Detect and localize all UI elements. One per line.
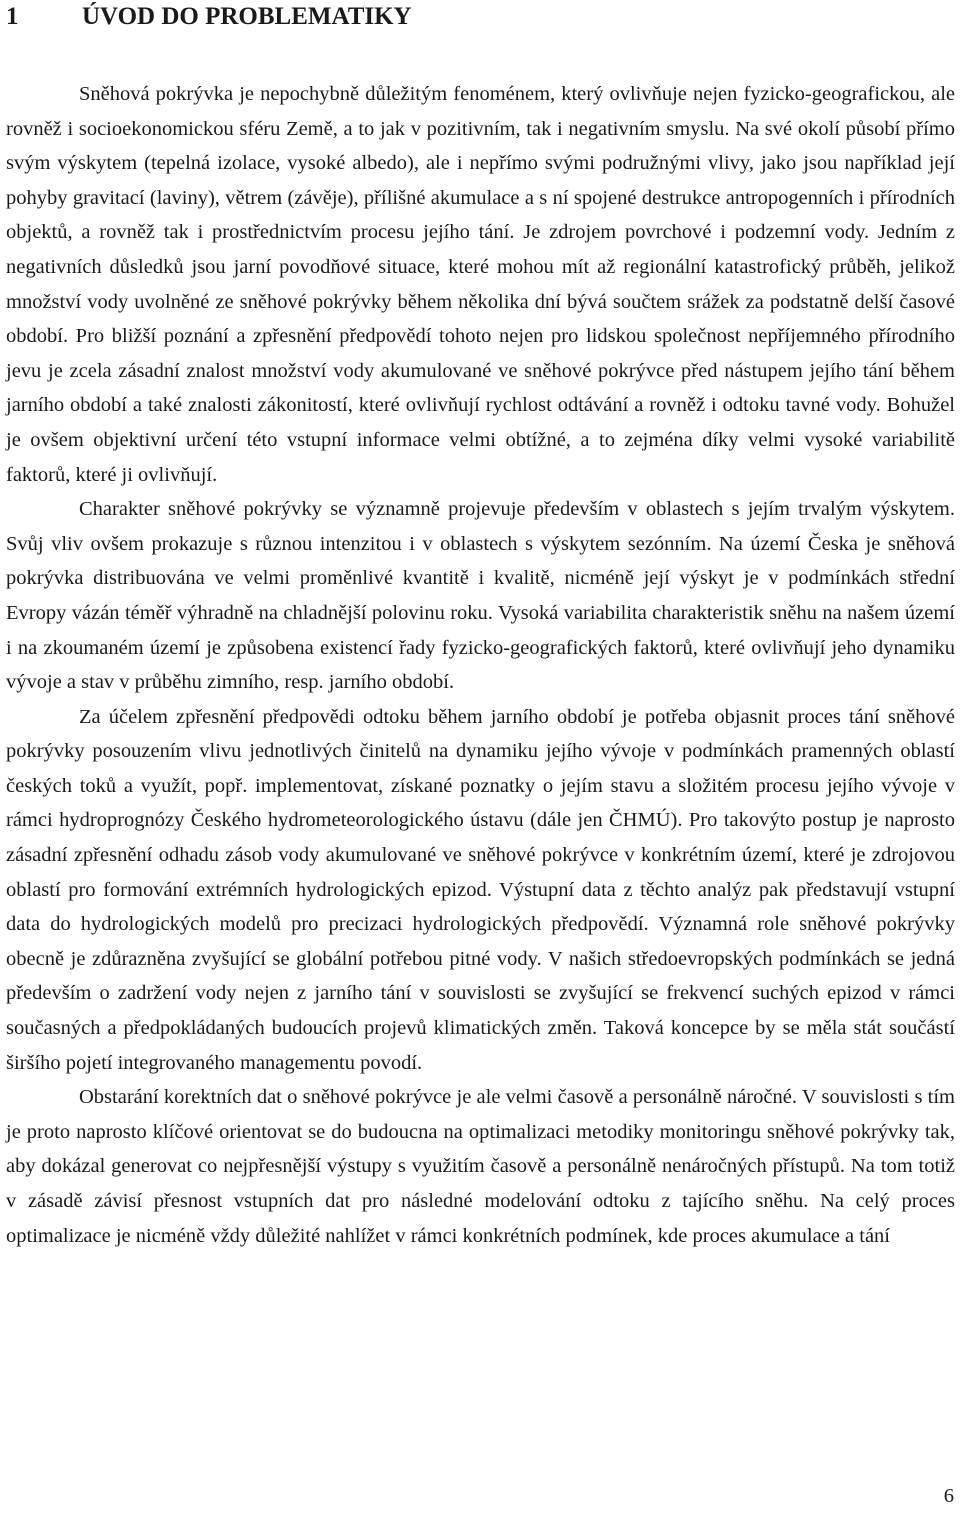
body-text [6,77,955,1253]
page-number: 6 [943,1485,954,1507]
paragraph: Charakter sněhové pokrývky se významně projevuje především v oblastech s jejím trvalým výskytem. Svůj vliv ovšem prokazuje s různou intenzitou i v oblastech s výskytem sezónním. Na území Česka je sněhová pokrývka distribuována ve velmi proměnlivé kvantitě i kvalitě, nicméně její výskyt je v podmínkách střední Evropy vázán téměř výhradně na chladnější polovinu roku. Vysoká variabilita charakteristik sněhu na našem území i na zkoumaném území je způsobena existencí řady fyzicko-geografických faktorů, které ovlivňují jeho dynamiku vývoje a stav v průběhu zimního, resp. jarního období. [6,498,955,694]
chapter-title: ÚVOD DO PROBLEMATIKY [82,3,412,30]
chapter-number: 1 [6,3,19,30]
paragraph: Sněhová pokrývka je nepochybně důležitým fenoménem, který ovlivňuje nejen fyzicko-geografickou, ale rovněž i socioekonomickou sféru Země, a to jak v pozitivním, tak i negativním smyslu. Na své okolí působí přímo svým výskytem (tepelná izolace, vysoké albedo), ale i nepřímo svými podružnými vlivy, jako jsou například její pohyby gravitací (laviny), větrem (závěje), přílišné akumulace a s ní spojené destrukce antropogenních i přírodních objektů, a rovněž tak i prostřednictvím procesu jejího tání. Je zdrojem povrchové i podzemní vody. Jedním z negativních důsledků jsou jarní povodňové situace, které mohou mít až regionální katastrofický průběh, jelikož množství vody uvolněné ze sněhové pokrývky během několika dní bývá součtem srážek za podstatně delší časové období. Pro bližší poznání a zpřesnění předpovědí tohoto nejen pro lidskou společnost nepříjemného přírodního jevu je zcela zásadní znalost množství vody akumulované ve sněhové pokrývce před nástupem jejího tání během jarního období a také znalosti zákonitostí, které ovlivňují rychlost odtávání a rovněž i odtoku tavné vody. Bohužel je ovšem objektivní určení této vstupní informace velmi obtížné, a to zejména díky velmi vysoké variabilitě faktorů, které ji ovlivňují. [6,83,955,486]
paragraph: Za účelem zpřesnění předpovědi odtoku během jarního období je potřeba objasnit proces tání sněhové pokrývky posouzením vlivu jednotlivých činitelů na dynamiku jejího vývoje v podmínkách pramenných oblastí českých toků a využít, popř. implementovat, získané poznatky o jejím stavu a složitém procesu jejího vývoje v rámci hydroprognózy Českého hydrometeorologického ústavu (dále jen ČHMÚ). Pro takovýto postup je naprosto zásadní zpřesnění odhadu zásob vody akumulované ve sněhové pokrývce v konkrétním území, které je zdrojovou oblastí pro formování extrémních hydrologických epizod. Výstupní data z těchto analýz pak představují vstupní data do hydrologických modelů pro precizaci hydrologických předpovědí. Významná role sněhové pokrývky obecně je zdůrazněna zvyšující se globální potřebou pitné vody. V našich středoevropských podmínkách se jedná především o zadržení vody nejen z jarního tání v souvislosti se zvyšující se frekvencí suchých epizod v rámci současných a předpokládaných budoucích projevů klimatických změn. Taková koncepce by se měla stát součástí širšího pojetí integrovaného managementu povodí. [6,705,955,1074]
paragraph: Obstarání korektních dat o sněhové pokrývce je ale velmi časově a personálně náročné. V souvislosti s tím je proto naprosto klíčové orientovat se do budoucna na optimalizaci metodiky monitoringu sněhové pokrývky tak, aby dokázal generovat co nejpřesnější výstupy s využitím časově a personálně nenáročných přístupů. Na tom totiž v zásadě závisí přesnost vstupních dat pro následné modelování odtoku z tajícího sněhu. Na celý proces optimalizace je nicméně vždy důležité nahlížet v rámci konkrétních podmínek, kde proces akumulace a tání [6,1086,955,1247]
chapter-heading [6,0,412,34]
